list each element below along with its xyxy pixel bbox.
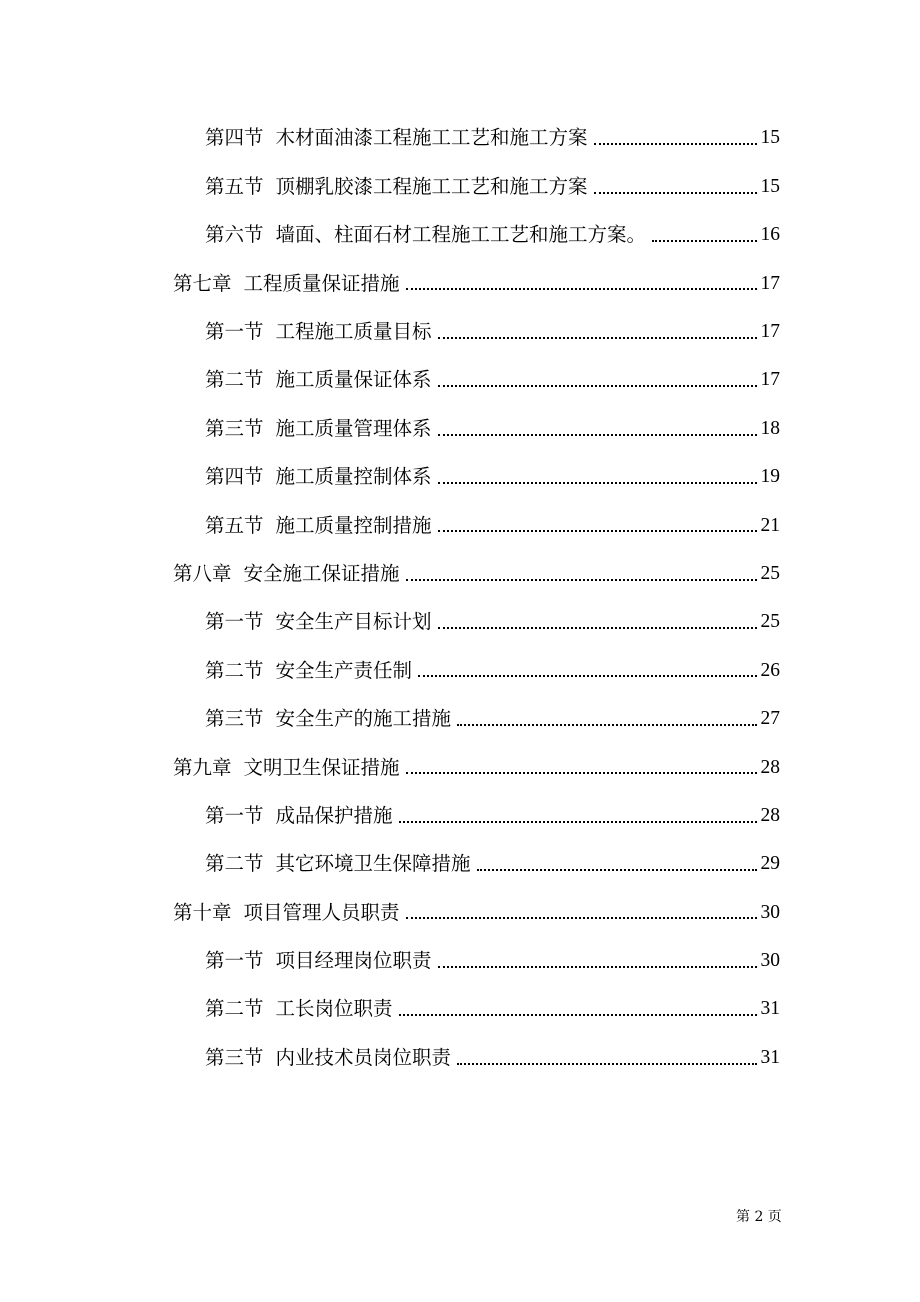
toc-entry-page: 30 [760,950,780,972]
toc-entry-page: 18 [760,417,780,439]
toc-entry-title: 工程施工质量目标 [275,320,432,343]
toc-entry-title: 内业技术员岗位职责 [275,1045,452,1069]
toc-dot-leader [594,192,757,194]
toc-entry[interactable] [0,598,780,646]
toc-entry[interactable] [0,646,780,694]
toc-entry-page: 15 [760,127,780,149]
toc-entry[interactable] [0,453,780,501]
page-number-footer: 第 2 页 [736,1209,782,1225]
toc-entry[interactable] [0,308,780,356]
toc-entry-title: 安全生产的施工措施 [275,707,452,731]
toc-dot-leader [438,337,757,339]
toc-entry-page: 17 [760,272,780,294]
toc-dot-leader [477,869,757,871]
toc-entry-page: 25 [760,611,780,633]
toc-entry-number: 第三节 [205,707,264,731]
toc-dot-leader [438,627,757,629]
toc-entry[interactable] [0,791,780,839]
toc-entry[interactable] [0,1033,780,1081]
toc-entry-number: 第二节 [205,658,264,682]
toc-dot-leader [438,530,757,532]
toc-entry-number: 第四节 [205,465,264,489]
toc-entry-page: 19 [760,466,780,488]
toc-entry-page: 17 [760,369,780,391]
toc-dot-leader [406,772,757,774]
toc-entry-number: 第十章 [173,900,232,924]
toc-entry-title: 安全生产目标计划 [275,610,432,634]
toc-dot-leader [406,579,757,581]
toc-entry-title: 文明卫生保证措施 [243,755,400,779]
toc-entry-page: 21 [760,514,780,536]
toc-dot-leader [457,724,756,726]
toc-dot-leader [418,675,756,677]
toc-entry[interactable] [0,985,780,1033]
toc-dot-leader [438,966,757,968]
toc-entry-page: 27 [760,708,780,730]
toc-entry-title: 其它环境卫生保障措施 [275,852,471,876]
toc-entry[interactable] [0,259,780,307]
toc-entry-title: 施工质量控制体系 [275,465,432,489]
toc-entry-number: 第六节 [205,223,264,247]
toc-entry-page: 15 [760,175,780,197]
toc-entry-number: 第一节 [205,610,264,634]
toc-entry[interactable] [0,404,780,452]
toc-entry-page: 29 [760,853,780,875]
toc-entry-number: 第五节 [205,174,264,198]
toc-dot-leader [399,1014,757,1016]
toc-entry-page: 16 [760,224,780,246]
toc-entry-number: 第二节 [205,852,264,876]
table-of-contents [0,114,920,1082]
toc-entry-title: 施工质量管理体系 [275,416,432,440]
toc-entry-title: 施工质量控制措施 [275,513,432,537]
toc-entry-page: 31 [760,998,780,1020]
toc-entry-number: 第二节 [205,368,264,392]
toc-entry[interactable] [0,888,780,936]
toc-entry-title: 顶棚乳胶漆工程施工工艺和施工方案 [275,174,588,198]
toc-entry-page: 26 [760,659,780,681]
toc-dot-leader [406,917,757,919]
toc-entry[interactable] [0,501,780,549]
toc-entry-page: 30 [760,901,780,923]
toc-entry-number: 第八章 [173,561,232,585]
toc-entry-number: 第三节 [205,416,264,440]
toc-dot-leader [399,821,757,823]
toc-entry-page: 28 [760,756,780,778]
toc-entry-title: 项目管理人员职责 [243,900,400,924]
toc-entry-title: 墙面、柱面石材工程施工工艺和施工方案。 [275,223,647,247]
toc-dot-leader [457,1063,756,1065]
toc-entry[interactable] [0,743,780,791]
toc-entry-title: 成品保护措施 [275,803,393,827]
toc-entry[interactable] [0,356,780,404]
toc-entry-number: 第七章 [173,271,232,295]
toc-entry[interactable] [0,550,780,598]
toc-entry[interactable] [0,937,780,985]
toc-entry[interactable] [0,114,780,162]
toc-entry-number: 第二节 [205,997,264,1021]
toc-entry[interactable] [0,162,780,210]
toc-dot-leader [406,288,757,290]
toc-entry-number: 第九章 [173,755,232,779]
toc-entry-page: 25 [760,562,780,584]
toc-dot-leader [438,385,757,387]
toc-entry[interactable] [0,840,780,888]
toc-dot-leader [438,434,757,436]
toc-entry-title: 项目经理岗位职责 [275,949,432,973]
toc-entry-title: 安全生产责任制 [275,658,413,682]
toc-entry-page: 17 [760,321,780,342]
toc-entry-page: 31 [760,1046,780,1068]
toc-dot-leader [652,240,756,242]
toc-entry-number: 第三节 [205,1045,264,1069]
toc-dot-leader [438,482,757,484]
toc-entry-number: 第一节 [205,803,264,827]
toc-entry-number: 第一节 [205,949,264,973]
toc-entry-page: 28 [760,804,780,826]
toc-entry-title: 安全施工保证措施 [243,561,400,585]
toc-dot-leader [594,143,757,145]
toc-entry[interactable] [0,695,780,743]
toc-entry-title: 施工质量保证体系 [275,368,432,392]
toc-entry[interactable] [0,211,780,259]
toc-entry-title: 木材面油漆工程施工工艺和施工方案 [275,126,588,150]
toc-entry-number: 第五节 [205,513,264,537]
toc-entry-number: 第四节 [205,126,264,150]
toc-entry-title: 工程质量保证措施 [243,271,400,295]
toc-entry-title: 工长岗位职责 [275,997,393,1021]
toc-entry-number: 第一节 [205,320,264,343]
